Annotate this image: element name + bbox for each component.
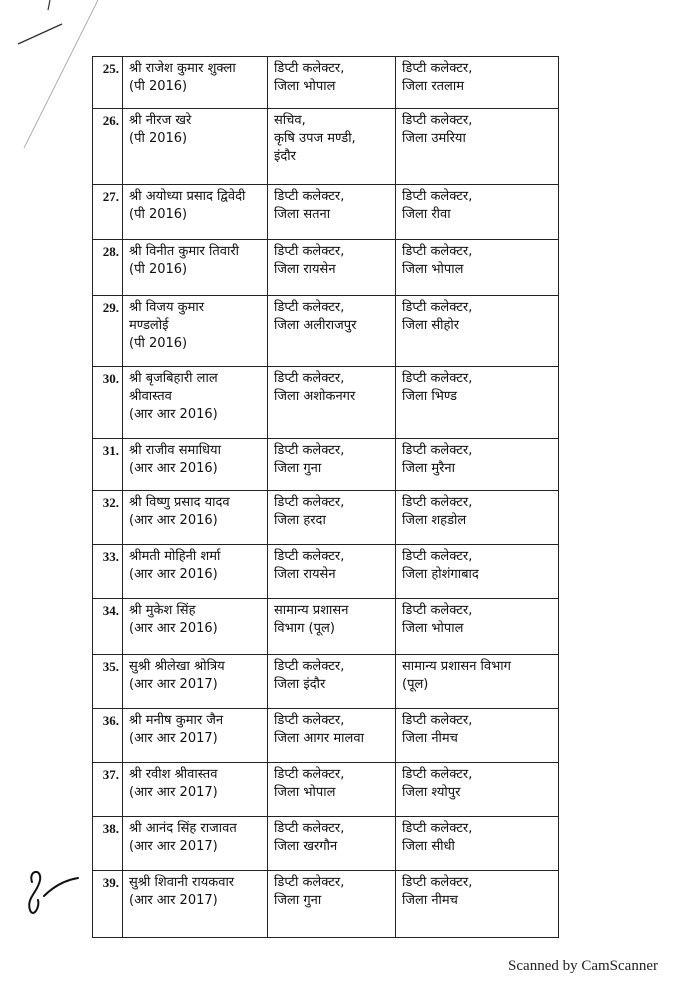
officer-name-line: श्री रवीश श्रीवास्तव xyxy=(129,767,218,782)
table-row xyxy=(93,296,559,367)
current-post-cell xyxy=(268,439,396,491)
serial-number: 26. xyxy=(93,109,123,185)
new-post-line: जिला होशंगाबाद xyxy=(402,567,479,582)
officer-name-line: (पी 2016) xyxy=(129,79,188,94)
serial-number: 28. xyxy=(93,240,123,296)
new-post-cell xyxy=(396,240,559,296)
officer-name-line: (आर आर 2016) xyxy=(129,567,218,582)
table-row xyxy=(93,817,559,871)
table-row xyxy=(93,367,559,439)
current-post-line: जिला रायसेन xyxy=(274,567,336,582)
table-row xyxy=(93,439,559,491)
current-post-cell xyxy=(268,655,396,709)
current-post-cell xyxy=(268,367,396,439)
current-post-line: सामान्य प्रशासन xyxy=(274,603,349,618)
new-post-cell xyxy=(396,296,559,367)
officer-name-line: (आर आर 2016) xyxy=(129,621,218,636)
current-post-line: जिला भोपाल xyxy=(274,79,336,94)
table-row xyxy=(93,491,559,545)
current-post-cell xyxy=(268,296,396,367)
new-post-line: डिप्टी कलेक्टर, xyxy=(402,603,473,618)
new-post-line: जिला श्योपुर xyxy=(402,785,461,800)
new-post-cell xyxy=(396,185,559,240)
officer-name-line: श्री अयोध्या प्रसाद द्विवेदी xyxy=(129,189,246,204)
new-post-line: जिला सीहोर xyxy=(402,318,460,333)
serial-number: 33. xyxy=(93,545,123,599)
officer-name-line: (आर आर 2017) xyxy=(129,893,218,908)
officer-name-cell xyxy=(123,655,268,709)
new-post-cell xyxy=(396,57,559,109)
new-post-line: जिला उमरिया xyxy=(402,131,466,146)
current-post-line: डिप्टी कलेक्टर, xyxy=(274,371,345,386)
current-post-line: डिप्टी कलेक्टर, xyxy=(274,821,345,836)
officer-name-cell xyxy=(123,109,268,185)
table-row xyxy=(93,240,559,296)
new-post-cell xyxy=(396,109,559,185)
officer-name-line: (आर आर 2017) xyxy=(129,731,218,746)
officer-name-cell xyxy=(123,439,268,491)
new-post-line: जिला सीधी xyxy=(402,839,455,854)
current-post-line: कृषि उपज मण्डी, xyxy=(274,131,356,146)
officer-name-cell xyxy=(123,817,268,871)
officer-name-line: श्री नीरज खरे xyxy=(129,113,192,128)
new-post-line: जिला भोपाल xyxy=(402,262,464,277)
table-row xyxy=(93,109,559,185)
officer-name-cell xyxy=(123,240,268,296)
serial-number: 34. xyxy=(93,599,123,655)
officer-name-cell xyxy=(123,599,268,655)
officer-name-line: (पी 2016) xyxy=(129,336,188,351)
current-post-cell xyxy=(268,109,396,185)
officer-name-line: (आर आर 2017) xyxy=(129,839,218,854)
transfer-table xyxy=(92,56,559,938)
officer-name-line: श्री आनंद सिंह राजावत xyxy=(129,821,237,836)
serial-number: 39. xyxy=(93,871,123,938)
new-post-line: जिला रीवा xyxy=(402,207,451,222)
officer-name-line: (आर आर 2017) xyxy=(129,677,218,692)
officer-name-line: (आर आर 2016) xyxy=(129,407,218,422)
current-post-cell xyxy=(268,709,396,763)
current-post-line: डिप्टी कलेक्टर, xyxy=(274,549,345,564)
table-row xyxy=(93,599,559,655)
new-post-cell xyxy=(396,367,559,439)
current-post-line: डिप्टी कलेक्टर, xyxy=(274,189,345,204)
new-post-line: जिला नीमच xyxy=(402,893,458,908)
current-post-line: जिला इंदौर xyxy=(274,677,326,692)
serial-number: 32. xyxy=(93,491,123,545)
current-post-cell xyxy=(268,491,396,545)
officer-name-line: श्री मनीष कुमार जैन xyxy=(129,713,224,728)
new-post-line: डिप्टी कलेक्टर, xyxy=(402,821,473,836)
officer-name-cell xyxy=(123,367,268,439)
officer-name-cell xyxy=(123,871,268,938)
new-post-line: डिप्टी कलेक्टर, xyxy=(402,61,473,76)
current-post-line: जिला हरदा xyxy=(274,513,326,528)
officer-name-line: श्रीमती मोहिनी शर्मा xyxy=(129,549,221,564)
current-post-line: जिला सतना xyxy=(274,207,331,222)
officer-name-line: श्री राजीव समाधिया xyxy=(129,443,221,458)
current-post-line: जिला रायसेन xyxy=(274,262,336,277)
current-post-line: विभाग (पूल) xyxy=(274,621,335,636)
new-post-line: डिप्टी कलेक्टर, xyxy=(402,495,473,510)
officer-name-cell xyxy=(123,709,268,763)
new-post-line: जिला शहडोल xyxy=(402,513,467,528)
table-row xyxy=(93,57,559,109)
current-post-cell xyxy=(268,240,396,296)
current-post-line: डिप्टी कलेक्टर, xyxy=(274,659,345,674)
current-post-line: जिला गुना xyxy=(274,893,322,908)
new-post-line: डिप्टी कलेक्टर, xyxy=(402,549,473,564)
current-post-cell xyxy=(268,57,396,109)
officer-name-line: श्री राजेश कुमार शुक्ला xyxy=(129,61,236,76)
current-post-line: इंदौर xyxy=(274,149,296,164)
current-post-cell xyxy=(268,871,396,938)
new-post-line: जिला रतलाम xyxy=(402,79,465,94)
signature-mark xyxy=(18,860,88,920)
serial-number: 27. xyxy=(93,185,123,240)
current-post-line: डिप्टी कलेक्टर, xyxy=(274,61,345,76)
serial-number: 29. xyxy=(93,296,123,367)
new-post-line: डिप्टी कलेक्टर, xyxy=(402,443,473,458)
new-post-line: जिला मुरैना xyxy=(402,461,455,476)
serial-number: 30. xyxy=(93,367,123,439)
table-row xyxy=(93,709,559,763)
table-row xyxy=(93,545,559,599)
current-post-line: डिप्टी कलेक्टर, xyxy=(274,300,345,315)
table-row xyxy=(93,655,559,709)
officer-name-line: (पी 2016) xyxy=(129,262,188,277)
officer-name-cell xyxy=(123,545,268,599)
new-post-line: डिप्टी कलेक्टर, xyxy=(402,767,473,782)
current-post-line: डिप्टी कलेक्टर, xyxy=(274,244,345,259)
officer-name-line: श्रीवास्तव xyxy=(129,389,172,404)
table-row xyxy=(93,763,559,817)
current-post-cell xyxy=(268,763,396,817)
current-post-line: जिला अलीराजपुर xyxy=(274,318,357,333)
new-post-line: डिप्टी कलेक्टर, xyxy=(402,189,473,204)
serial-number: 36. xyxy=(93,709,123,763)
new-post-line: डिप्टी कलेक्टर, xyxy=(402,713,473,728)
officer-name-cell xyxy=(123,57,268,109)
new-post-cell xyxy=(396,599,559,655)
officer-name-cell xyxy=(123,763,268,817)
transfer-table-body xyxy=(93,57,559,938)
new-post-line: जिला नीमच xyxy=(402,731,458,746)
new-post-line: (पूल) xyxy=(402,677,429,692)
officer-name-line: सुश्री शिवानी रायकवार xyxy=(129,875,235,890)
current-post-line: जिला भोपाल xyxy=(274,785,336,800)
current-post-line: डिप्टी कलेक्टर, xyxy=(274,713,345,728)
current-post-cell xyxy=(268,185,396,240)
serial-number: 31. xyxy=(93,439,123,491)
new-post-cell xyxy=(396,763,559,817)
serial-number: 37. xyxy=(93,763,123,817)
serial-number: 38. xyxy=(93,817,123,871)
table-row xyxy=(93,871,559,938)
current-post-line: जिला खरगौन xyxy=(274,839,338,854)
officer-name-cell xyxy=(123,296,268,367)
current-post-line: सचिव, xyxy=(274,113,306,128)
current-post-cell xyxy=(268,599,396,655)
new-post-line: डिप्टी कलेक्टर, xyxy=(402,113,473,128)
officer-name-cell xyxy=(123,491,268,545)
officer-name-line: श्री बृजबिहारी लाल xyxy=(129,371,218,386)
new-post-line: जिला भिण्ड xyxy=(402,389,457,404)
new-post-cell xyxy=(396,545,559,599)
new-post-line: डिप्टी कलेक्टर, xyxy=(402,244,473,259)
serial-number: 35. xyxy=(93,655,123,709)
officer-name-line: (पी 2016) xyxy=(129,207,188,222)
table-row xyxy=(93,185,559,240)
new-post-cell xyxy=(396,817,559,871)
officer-name-line: श्री विष्णु प्रसाद यादव xyxy=(129,495,230,510)
officer-name-line: (आर आर 2016) xyxy=(129,513,218,528)
new-post-cell xyxy=(396,709,559,763)
new-post-cell xyxy=(396,655,559,709)
new-post-cell xyxy=(396,871,559,938)
current-post-line: डिप्टी कलेक्टर, xyxy=(274,767,345,782)
new-post-line: जिला भोपाल xyxy=(402,621,464,636)
scanner-footer: Scanned by CamScanner xyxy=(508,958,658,974)
current-post-line: जिला गुना xyxy=(274,461,322,476)
current-post-line: डिप्टी कलेक्टर, xyxy=(274,495,345,510)
current-post-line: डिप्टी कलेक्टर, xyxy=(274,443,345,458)
current-post-line: जिला आगर मालवा xyxy=(274,731,364,746)
officer-name-line: मण्डलोई xyxy=(129,318,169,333)
officer-name-line: श्री विजय कुमार xyxy=(129,300,205,315)
new-post-cell xyxy=(396,439,559,491)
serial-number: 25. xyxy=(93,57,123,109)
officer-name-line: श्री विनीत कुमार तिवारी xyxy=(129,244,240,259)
officer-name-line: सुश्री श्रीलेखा श्रोत्रिय xyxy=(129,659,225,674)
new-post-line: डिप्टी कलेक्टर, xyxy=(402,300,473,315)
current-post-cell xyxy=(268,817,396,871)
new-post-line: डिप्टी कलेक्टर, xyxy=(402,875,473,890)
new-post-cell xyxy=(396,491,559,545)
officer-name-line: (आर आर 2016) xyxy=(129,461,218,476)
current-post-line: डिप्टी कलेक्टर, xyxy=(274,875,345,890)
new-post-line: सामान्य प्रशासन विभाग xyxy=(402,659,511,674)
new-post-line: डिप्टी कलेक्टर, xyxy=(402,371,473,386)
current-post-line: जिला अशोकनगर xyxy=(274,389,356,404)
officer-name-cell xyxy=(123,185,268,240)
current-post-cell xyxy=(268,545,396,599)
officer-name-line: (पी 2016) xyxy=(129,131,188,146)
officer-name-line: श्री मुकेश सिंह xyxy=(129,603,196,618)
officer-name-line: (आर आर 2017) xyxy=(129,785,218,800)
